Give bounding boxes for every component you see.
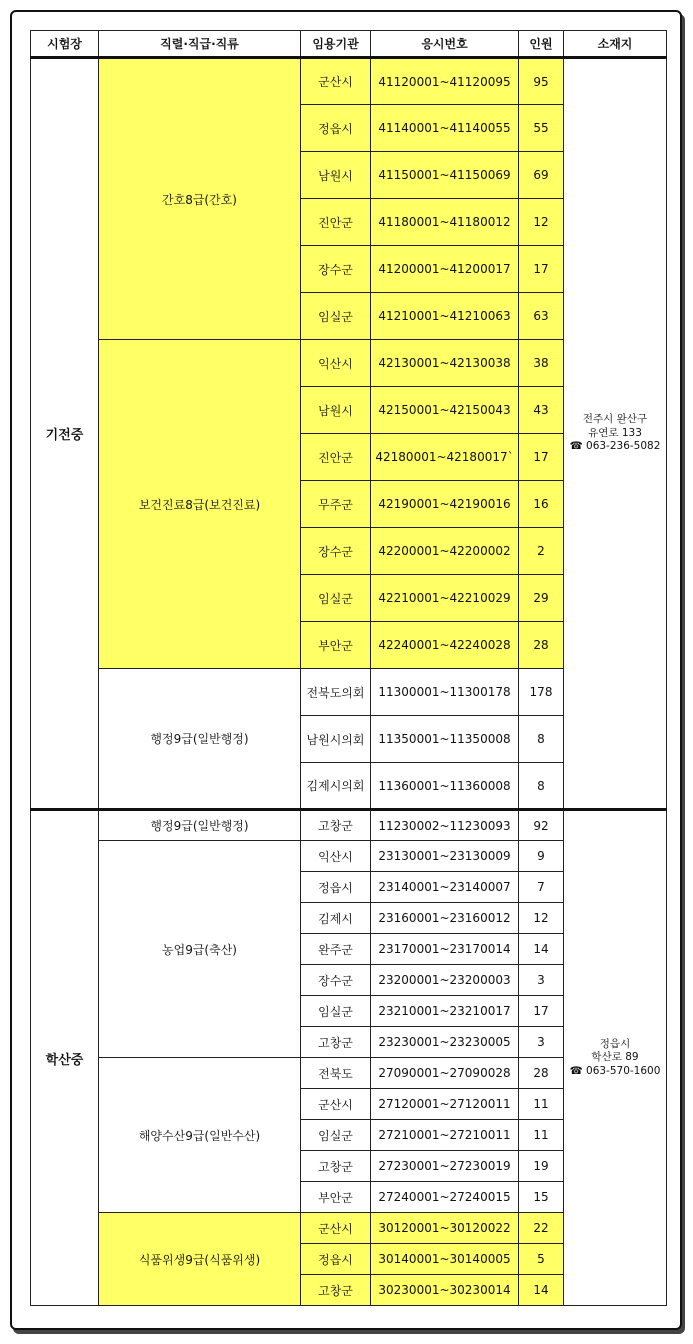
agency-cell: 진안군 <box>301 434 371 481</box>
phone-line: ☎ 063-236-5082 <box>569 440 661 453</box>
exam-number-cell: 42200001~42200002 <box>371 528 519 575</box>
header-location: 소재지 <box>564 31 667 58</box>
count-cell: 55 <box>519 105 564 152</box>
exam-number-cell: 41120001~41120095 <box>371 58 519 105</box>
exam-number-cell: 27090001~27090028 <box>371 1058 519 1089</box>
header-row <box>31 31 667 58</box>
agency-cell: 부안군 <box>301 622 371 669</box>
count-cell: 28 <box>519 622 564 669</box>
table-row <box>31 58 667 105</box>
exam-number-cell: 42130001~42130038 <box>371 340 519 387</box>
exam-number-cell: 41210001~41210063 <box>371 293 519 340</box>
count-cell: 11 <box>519 1089 564 1120</box>
exam-number-cell: 42210001~42210029 <box>371 575 519 622</box>
header-site: 시험장 <box>31 31 99 58</box>
count-cell: 15 <box>519 1182 564 1213</box>
agency-cell: 정읍시 <box>301 872 371 903</box>
agency-cell: 전북도 <box>301 1058 371 1089</box>
count-cell: 16 <box>519 481 564 528</box>
count-cell: 17 <box>519 434 564 481</box>
agency-cell: 고창군 <box>301 1275 371 1306</box>
count-cell: 95 <box>519 58 564 105</box>
header-agency: 임용기관 <box>301 31 371 58</box>
exam-number-cell: 42150001~42150043 <box>371 387 519 434</box>
count-cell: 12 <box>519 903 564 934</box>
agency-cell: 정읍시 <box>301 105 371 152</box>
agency-cell: 장수군 <box>301 528 371 575</box>
count-cell: 9 <box>519 841 564 872</box>
exam-number-cell: 42180001~42180017` <box>371 434 519 481</box>
count-cell: 7 <box>519 872 564 903</box>
exam-number-cell: 23160001~23160012 <box>371 903 519 934</box>
agency-cell: 임실군 <box>301 575 371 622</box>
count-cell: 14 <box>519 1275 564 1306</box>
agency-cell: 군산시 <box>301 58 371 105</box>
header-exam-number: 응시번호 <box>371 31 519 58</box>
position-cell: 해양수산9급(일반수산) <box>99 1058 301 1213</box>
exam-number-cell: 23170001~23170014 <box>371 934 519 965</box>
address-line: 정읍시 <box>599 1037 631 1050</box>
count-cell: 11 <box>519 1120 564 1151</box>
exam-number-cell: 41150001~41150069 <box>371 152 519 199</box>
count-cell: 5 <box>519 1244 564 1275</box>
exam-number-cell: 41200001~41200017 <box>371 246 519 293</box>
exam-number-cell: 11350001~11350008 <box>371 716 519 763</box>
location-cell <box>564 810 667 1306</box>
agency-cell: 고창군 <box>301 810 371 841</box>
exam-number-cell: 42240001~42240028 <box>371 622 519 669</box>
address-line: 전주시 완산구 <box>582 413 648 426</box>
phone-line: ☎ 063-570-1600 <box>569 1064 661 1077</box>
exam-number-cell: 23200001~23200003 <box>371 965 519 996</box>
exam-number-cell: 23230001~23230005 <box>371 1027 519 1058</box>
count-cell: 17 <box>519 246 564 293</box>
agency-cell: 전북도의회 <box>301 669 371 716</box>
position-cell: 식품위생9급(식품위생) <box>99 1213 301 1306</box>
agency-cell: 임실군 <box>301 293 371 340</box>
agency-cell: 익산시 <box>301 841 371 872</box>
count-cell: 2 <box>519 528 564 575</box>
exam-number-cell: 23210001~23210017 <box>371 996 519 1027</box>
agency-cell: 정읍시 <box>301 1244 371 1275</box>
agency-cell: 임실군 <box>301 996 371 1027</box>
position-cell: 간호8급(간호) <box>99 58 301 340</box>
count-cell: 43 <box>519 387 564 434</box>
agency-cell: 남원시 <box>301 387 371 434</box>
agency-cell: 완주군 <box>301 934 371 965</box>
count-cell: 8 <box>519 716 564 763</box>
agency-cell: 고창군 <box>301 1027 371 1058</box>
exam-number-cell: 42190001~42190016 <box>371 481 519 528</box>
agency-cell: 남원시의회 <box>301 716 371 763</box>
address-line: 유연로 133 <box>588 426 642 439</box>
count-cell: 12 <box>519 199 564 246</box>
agency-cell: 장수군 <box>301 965 371 996</box>
exam-number-cell: 11300001~11300178 <box>371 669 519 716</box>
count-cell: 178 <box>519 669 564 716</box>
agency-cell: 군산시 <box>301 1213 371 1244</box>
count-cell: 17 <box>519 996 564 1027</box>
position-cell: 행정9급(일반행정) <box>99 810 301 841</box>
exam-number-cell: 27120001~27120011 <box>371 1089 519 1120</box>
count-cell: 8 <box>519 763 564 810</box>
exam-number-cell: 41140001~41140055 <box>371 105 519 152</box>
site-name-cell: 기전중 <box>31 58 99 810</box>
site-name-cell: 학산중 <box>31 810 99 1306</box>
count-cell: 3 <box>519 965 564 996</box>
count-cell: 22 <box>519 1213 564 1244</box>
header-count: 인원 <box>519 31 564 58</box>
count-cell: 29 <box>519 575 564 622</box>
exam-number-cell: 27210001~27210011 <box>371 1120 519 1151</box>
position-cell: 행정9급(일반행정) <box>99 669 301 810</box>
count-cell: 63 <box>519 293 564 340</box>
count-cell: 19 <box>519 1151 564 1182</box>
agency-cell: 익산시 <box>301 340 371 387</box>
agency-cell: 무주군 <box>301 481 371 528</box>
agency-cell: 장수군 <box>301 246 371 293</box>
count-cell: 92 <box>519 810 564 841</box>
agency-cell: 부안군 <box>301 1182 371 1213</box>
exam-number-cell: 23130001~23130009 <box>371 841 519 872</box>
count-cell: 14 <box>519 934 564 965</box>
agency-cell: 군산시 <box>301 1089 371 1120</box>
position-cell: 농업9급(축산) <box>99 841 301 1058</box>
agency-cell: 고창군 <box>301 1151 371 1182</box>
exam-number-cell: 41180001~41180012 <box>371 199 519 246</box>
position-cell: 보건진료8급(보건진료) <box>99 340 301 669</box>
exam-number-cell: 27240001~27240015 <box>371 1182 519 1213</box>
exam-number-cell: 30230001~30230014 <box>371 1275 519 1306</box>
exam-number-cell: 11230002~11230093 <box>371 810 519 841</box>
exam-number-cell: 23140001~23140007 <box>371 872 519 903</box>
agency-cell: 남원시 <box>301 152 371 199</box>
count-cell: 69 <box>519 152 564 199</box>
exam-number-cell: 27230001~27230019 <box>371 1151 519 1182</box>
agency-cell: 진안군 <box>301 199 371 246</box>
exam-number-cell: 30140001~30140005 <box>371 1244 519 1275</box>
agency-cell: 김제시 <box>301 903 371 934</box>
exam-number-cell: 11360001~11360008 <box>371 763 519 810</box>
count-cell: 3 <box>519 1027 564 1058</box>
location-cell <box>564 58 667 810</box>
count-cell: 28 <box>519 1058 564 1089</box>
header-position: 직렬·직급·직류 <box>99 31 301 58</box>
agency-cell: 김제시의회 <box>301 763 371 810</box>
count-cell: 38 <box>519 340 564 387</box>
agency-cell: 임실군 <box>301 1120 371 1151</box>
table-row <box>31 810 667 841</box>
exam-number-cell: 30120001~30120022 <box>371 1213 519 1244</box>
exam-site-table <box>30 30 667 1306</box>
table-body <box>31 58 667 1306</box>
address-line: 학산로 89 <box>591 1051 639 1064</box>
